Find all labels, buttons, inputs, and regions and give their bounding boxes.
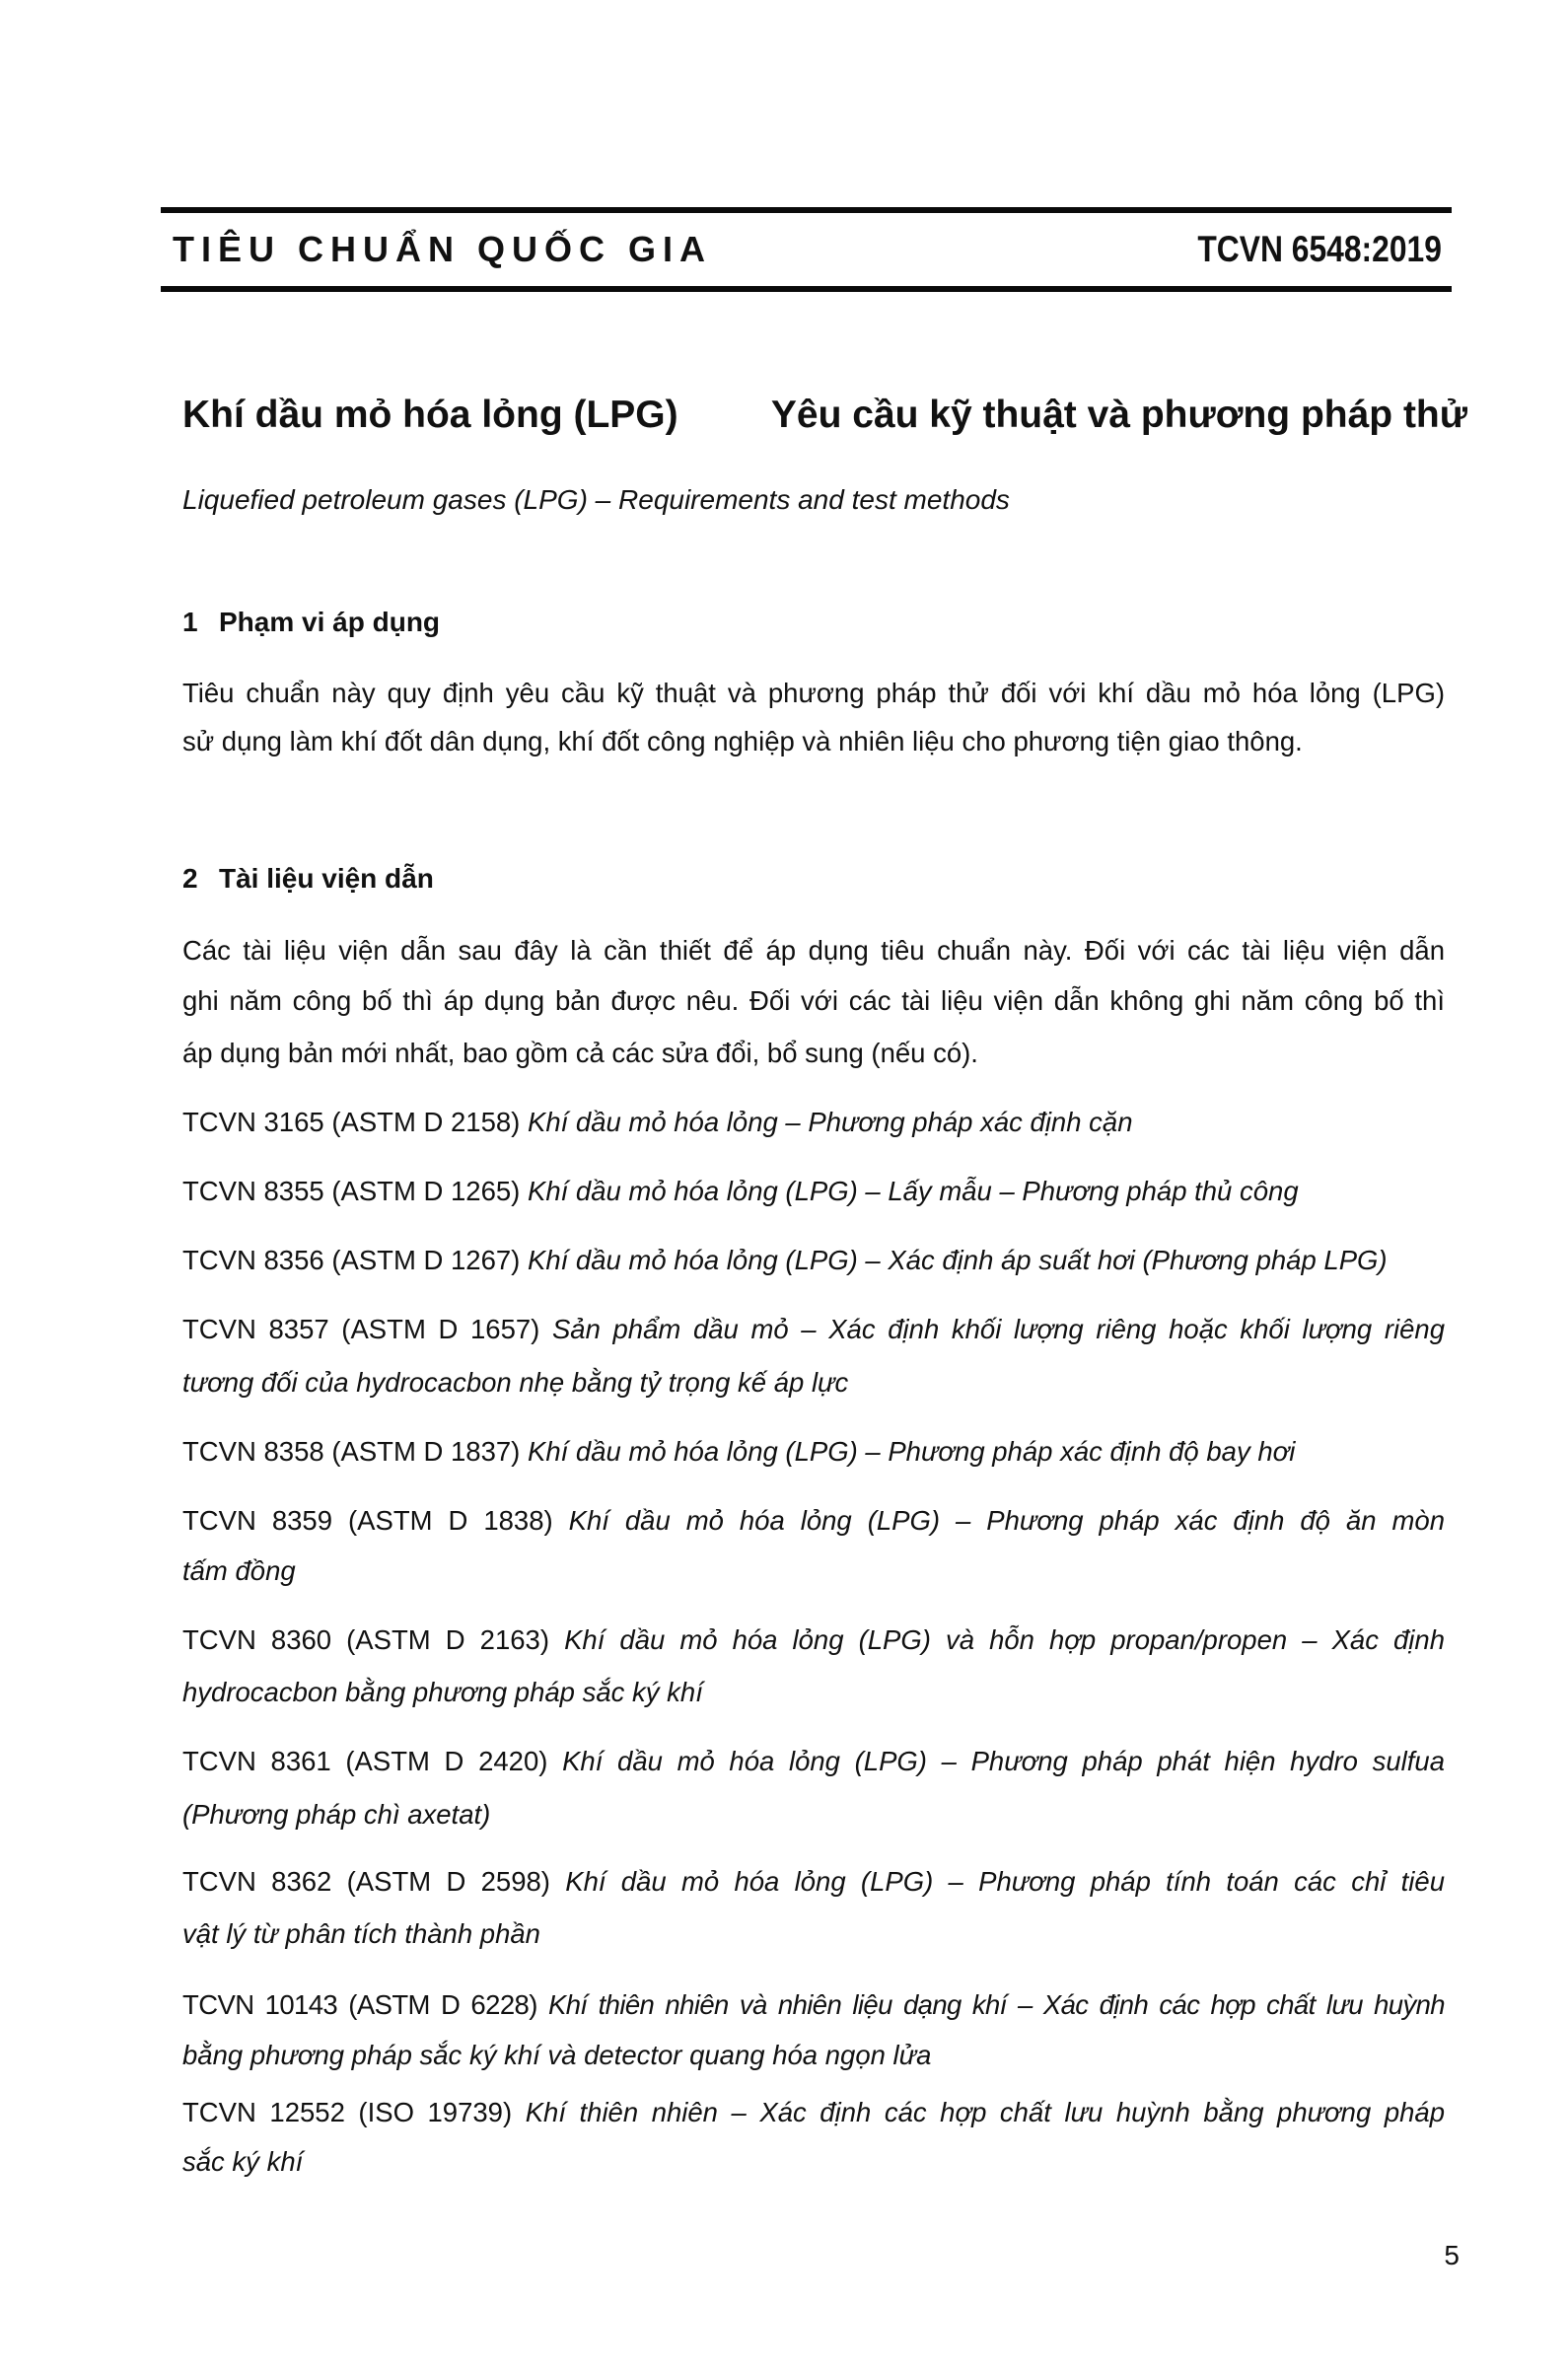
section-2-line: ghi năm công bố thì áp dụng bản được nêu. Đối với các tài liệu viện dẫn không ghi năm công bố thì xyxy=(182,985,1445,1016)
reference-code: TCVN 8362 (ASTM D 2598) xyxy=(182,1866,550,1897)
section-2-heading xyxy=(182,862,434,896)
section-2-title: Tài liệu viện dẫn xyxy=(219,863,434,894)
reference-continuation: (Phương pháp chì axetat) xyxy=(182,1799,491,1830)
reference-item xyxy=(182,1504,1445,1538)
title-part-2: Yêu cầu kỹ thuật và phương pháp thử xyxy=(770,394,1467,436)
reference-title: Khí dầu mỏ hóa lỏng (LPG) – Phương pháp xác định độ ăn mòn xyxy=(568,1505,1445,1536)
reference-code: TCVN 8358 (ASTM D 1837) xyxy=(182,1436,521,1467)
reference-title: Khí dầu mỏ hóa lỏng (LPG) – Lấy mẫu – Phương pháp thủ công xyxy=(527,1176,1299,1206)
reference-item xyxy=(182,1313,1445,1346)
reference-title: Khí dầu mỏ hóa lỏng – Phương pháp xác định cặn xyxy=(527,1107,1133,1137)
reference-title: Khí thiên nhiên và nhiên liệu dạng khí – Xác định các hợp chất lưu huỳnh xyxy=(547,1989,1445,2020)
reference-code: TCVN 8355 (ASTM D 1265) xyxy=(182,1176,521,1206)
reference-item xyxy=(182,1623,1445,1657)
reference-code: TCVN 8359 (ASTM D 1838) xyxy=(182,1505,553,1536)
section-1-number: 1 xyxy=(182,607,198,637)
reference-item xyxy=(182,1745,1445,1778)
reference-title: Khí dầu mỏ hóa lỏng (LPG) – Phương pháp xác định độ bay hơi xyxy=(527,1436,1296,1467)
title-part-1: Khí dầu mỏ hóa lỏng (LPG) xyxy=(182,394,678,436)
page-number: 5 xyxy=(1444,2240,1460,2270)
reference-item xyxy=(182,1435,1445,1469)
reference-code: TCVN 12552 (ISO 19739) xyxy=(182,2097,513,2127)
reference-code: TCVN 10143 (ASTM D 6228) xyxy=(182,1989,537,2020)
reference-code: TCVN 8360 (ASTM D 2163) xyxy=(182,1624,549,1655)
reference-code: TCVN 8356 (ASTM D 1267) xyxy=(182,1245,521,1275)
section-2-line: áp dụng bản mới nhất, bao gồm cả các sửa đổi, bổ sung (nếu có). xyxy=(182,1038,978,1068)
section-1-line: sử dụng làm khí đốt dân dụng, khí đốt công nghiệp và nhiên liệu cho phương tiện giao thông. xyxy=(182,726,1303,756)
header-standard-code: TCVN 6548:2019 xyxy=(1197,229,1442,269)
reference-item xyxy=(182,1865,1445,1899)
section-1-heading xyxy=(182,606,440,639)
header-top-rule xyxy=(161,207,1452,213)
reference-item xyxy=(182,1244,1445,1277)
reference-item xyxy=(182,1106,1445,1139)
reference-continuation: tấm đồng xyxy=(182,1555,296,1586)
reference-code: TCVN 8357 (ASTM D 1657) xyxy=(182,1314,540,1344)
reference-title: Khí dầu mỏ hóa lỏng (LPG) – Xác định áp suất hơi (Phương pháp LPG) xyxy=(527,1245,1388,1275)
reference-continuation: tương đối của hydrocacbon nhẹ bằng tỷ trọng kế áp lực xyxy=(182,1367,849,1398)
document-subtitle: Liquefied petroleum gases (LPG) – Requirements and test methods xyxy=(182,484,1010,515)
reference-item xyxy=(182,1988,1445,2022)
reference-continuation: sắc ký khí xyxy=(182,2146,304,2177)
reference-item xyxy=(182,2096,1445,2129)
reference-title: Khí dầu mỏ hóa lỏng (LPG) – Phương pháp phát hiện hydro sulfua xyxy=(562,1746,1446,1776)
section-1-line: Tiêu chuẩn này quy định yêu cầu kỹ thuật và phương pháp thử đối với khí dầu mỏ hóa lỏng (LPG) xyxy=(182,678,1445,708)
section-2-line: Các tài liệu viện dẫn sau đây là cần thiết để áp dụng tiêu chuẩn này. Đối với các tài liệu viện dẫn xyxy=(182,935,1445,966)
header-standard-type: TIÊU CHUẨN QUỐC GIA xyxy=(173,229,712,269)
document-title xyxy=(182,393,1467,438)
reference-item xyxy=(182,1175,1445,1208)
reference-title: Khí dầu mỏ hóa lỏng (LPG) – Phương pháp tính toán các chỉ tiêu xyxy=(565,1866,1445,1897)
reference-continuation: bằng phương pháp sắc ký khí và detector quang hóa ngọn lửa xyxy=(182,2040,932,2070)
reference-continuation: hydrocacbon bằng phương pháp sắc ký khí xyxy=(182,1677,703,1707)
reference-code: TCVN 8361 (ASTM D 2420) xyxy=(182,1746,548,1776)
section-1-title: Phạm vi áp dụng xyxy=(219,607,441,637)
header-bottom-rule xyxy=(161,286,1452,292)
reference-title: Khí dầu mỏ hóa lỏng (LPG) và hỗn hợp propan/propen – Xác định xyxy=(564,1624,1445,1655)
reference-continuation: vật lý từ phân tích thành phần xyxy=(182,1918,540,1949)
reference-code: TCVN 3165 (ASTM D 2158) xyxy=(182,1107,521,1137)
reference-title: Sản phẩm dầu mỏ – Xác định khối lượng riêng hoặc khối lượng riêng xyxy=(551,1314,1445,1344)
reference-title: Khí thiên nhiên – Xác định các hợp chất lưu huỳnh bằng phương pháp xyxy=(525,2097,1445,2127)
section-2-number: 2 xyxy=(182,863,198,894)
